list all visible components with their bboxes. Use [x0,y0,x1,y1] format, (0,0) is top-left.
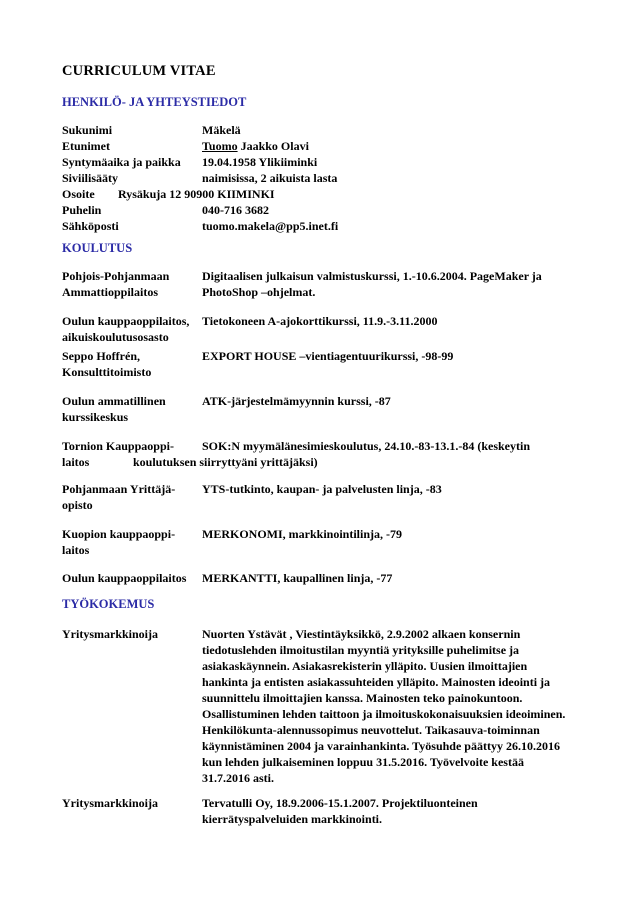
education-course: Digitaalisen julkaisun valmistuskurssi, 1.-10.6.2004. PageMaker ja PhotoShop –ohjelmat. [202,269,542,299]
education-school: Oulun ammatillinen kurssikeskus [62,394,166,424]
field-value: 19.04.1958 Ylikiiminki [202,155,318,169]
field-value: 040-716 3682 [202,203,269,217]
field-label: Sähköposti [62,219,119,233]
document-title: CURRICULUM VITAE [62,63,216,79]
education-school: Pohjois-Pohjanmaan Ammattioppilaitos [62,269,170,299]
field-value [202,138,582,154]
education-school: Seppo Hoffrén, Konsulttitoimisto [62,349,152,379]
field-value: naimisissa, 2 aikuista lasta [202,171,338,185]
education-course: MERKONOMI, markkinointilinja, -79 [202,527,403,541]
education-course: MERKANTTI, kaupallinen linja, -77 [202,571,393,585]
field-label: Siviilisääty [62,171,119,185]
work-description: Nuorten Ystävät , Viestintäyksikkö, 2.9.2002 alkaen konsernin tiedotuslehden ilmoitustilan myyntiä yrityksille puhelimitse ja asiakaskäynnein. Asiakasrekisterin ylläpito. Uusien ilmoittajien hankinta ja entisten asiakassuhteiden ylläpito. Mainosten ideointi ja suunnittelu ilmoittajien kanssa. Mainosten teko painokuntoon. Osallistuminen lehden taittoon ja ilmoituskokonaisuuksien ideoiminen. Henkilökunta-alennussopimus neuvottelut. Taikasauva-toiminnan käynnistäminen 2004 ja varainhankinta. Työsuhde päättyy 26.10.2016 kun lehden julkaiseminen loppuu 31.5.2016. Työvelvoite kestää 31.7.2016 asti. [202,627,566,785]
education-course: EXPORT HOUSE –vientiagentuurikurssi, -98-99 [202,349,454,363]
field-label: Syntymäaika ja paikka [62,155,181,169]
work-description: Tervatulli Oy, 18.9.2006-15.1.2007. Projektiluonteinen kierrätyspalveluiden markkinointi. [202,796,478,826]
primary-firstname: Tuomo [202,139,238,153]
field-label: Etunimet [62,139,110,153]
other-firstnames: Jaakko Olavi [237,139,309,153]
education-school: Pohjanmaan Yrittäjä-opisto [62,482,176,512]
education-course: SOK:N myymälänesimieskoulutus, 24.10.-83-13.1.-84 (keskeytin [202,439,531,453]
work-title: Yritysmarkkinoija [62,796,158,810]
field-value: Mäkelä [202,123,241,137]
education-school-line2: aikuiskoulutusosasto [62,330,169,344]
education-course-line2: koulutuksen siirryttyäni yrittäjäksi) [133,455,318,469]
education-school-line2: laitos [62,455,90,469]
education-school: Kuopion kauppaoppi-laitos [62,527,176,557]
field-label: Sukunimi [62,123,113,137]
field-label: Osoite [62,187,95,201]
education-school: Oulun kauppaoppilaitos, [62,314,190,328]
education-school: Oulun kauppaoppilaitos [62,571,187,585]
section-heading-work: TYÖKOKEMUS [62,597,155,611]
section-heading-education: KOULUTUS [62,241,133,255]
education-course: Tietokoneen A-ajokorttikurssi, 11.9.-3.11.2000 [202,314,438,328]
section-heading-personal: HENKILÖ- JA YHTEYSTIEDOT [62,95,247,109]
education-course: YTS-tutkinto, kaupan- ja palvelusten linja, -83 [202,482,442,496]
field-label: Puhelin [62,203,102,217]
education-school: Tornion Kauppaoppi- [62,439,174,453]
education-course: ATK-järjestelmämyynnin kurssi, -87 [202,394,391,408]
work-title: Yritysmarkkinoija [62,627,158,641]
field-value: tuomo.makela@pp5.inet.fi [202,219,339,233]
field-value: Rysäkuja 12 90900 KIIMINKI [118,187,275,201]
